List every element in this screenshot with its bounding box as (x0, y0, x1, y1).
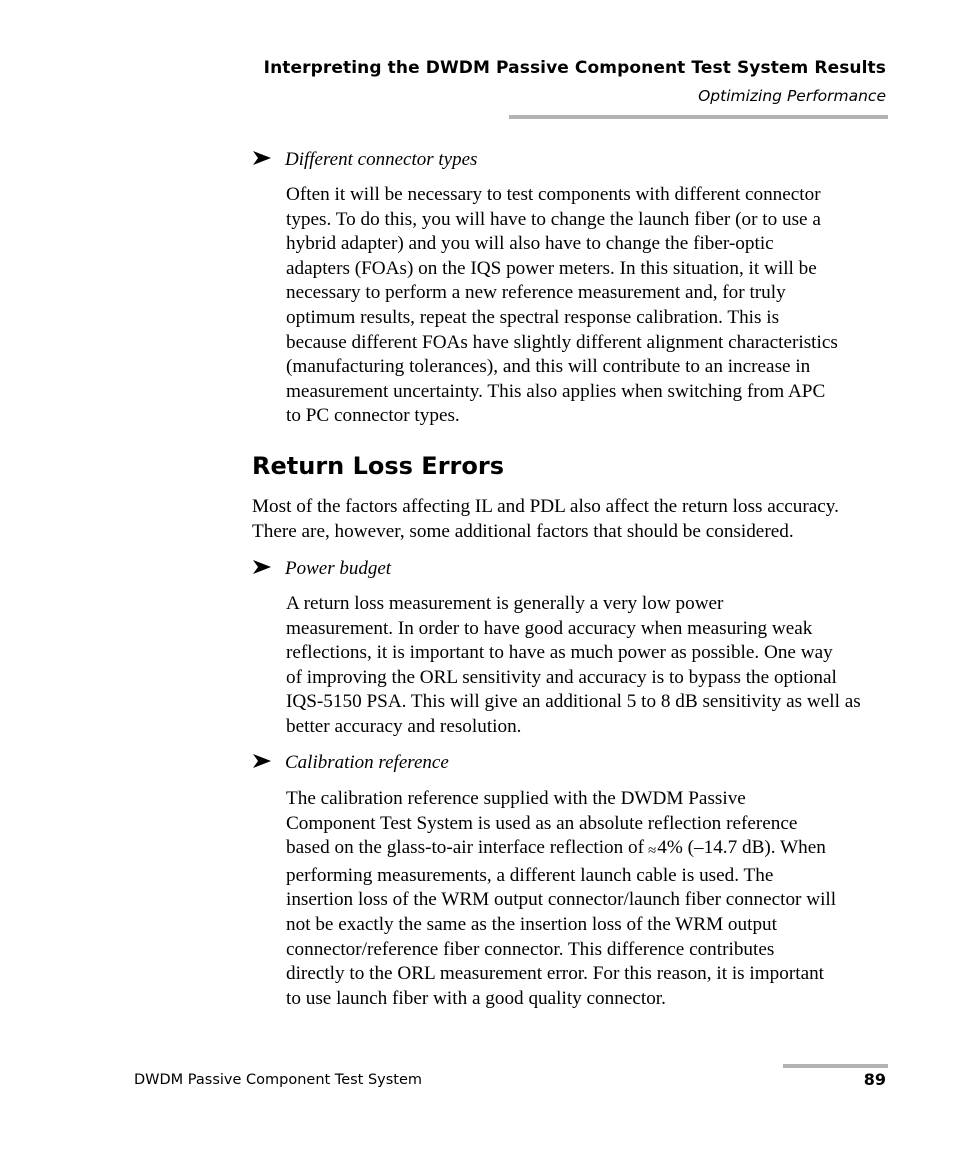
section-intro-paragraph (252, 495, 886, 544)
text-line (286, 836, 886, 864)
text-fragment: 4% (–14.7 dB). When (657, 837, 826, 859)
running-header-subtitle: Optimizing Performance (698, 87, 886, 105)
text-line: Most of the factors affecting IL and PDL also affect the return loss accuracy. (252, 496, 839, 517)
text-line: Often it will be necessary to test components with different connector (286, 184, 821, 205)
text-line: of improving the ORL sensitivity and accuracy is to bypass the optional (286, 666, 837, 688)
text-line: necessary to perform a new reference measurement and, for truly (286, 282, 786, 304)
text-line: measurement uncertainty. This also applies when switching from APC (286, 380, 826, 402)
text-fragment: based on the glass-to-air interface reflection of (286, 837, 645, 859)
text-line: directly to the ORL measurement error. For this reason, it is important (286, 963, 825, 985)
bullet-label: Different connector types (285, 149, 478, 170)
header-rule (509, 115, 888, 119)
text-line: better accuracy and resolution. (286, 715, 522, 737)
text-line: insertion loss of the WRM output connector/launch fiber connector will (286, 889, 837, 911)
text-line: A return loss measurement is generally a very low power (286, 593, 724, 614)
text-line: performing measurements, a different launch cable is used. The (286, 864, 774, 886)
text-line: because different FOAs have slightly different alignment characteristics (286, 331, 838, 353)
bullet-arrow-icon (252, 559, 272, 575)
section-heading: Return Loss Errors (252, 452, 504, 480)
text-line: reflections, it is important to have as much power as possible. One way (286, 642, 833, 664)
text-line: Component Test System is used as an absolute reflection reference (286, 812, 798, 834)
text-line: not be exactly the same as the insertion loss of the WRM output (286, 913, 777, 935)
text-line: IQS-5150 PSA. This will give an additional 5 to 8 dB sensitivity as well as (286, 691, 861, 713)
footer-doc-title: DWDM Passive Component Test System (134, 1072, 423, 1088)
text-line: to PC connector types. (286, 405, 460, 427)
bullet-label: Calibration reference (285, 752, 449, 773)
connector-paragraph (286, 183, 886, 429)
text-line: There are, however, some additional factors that should be considered. (252, 520, 794, 542)
text-line: hybrid adapter) and you will also have to change the fiber-optic (286, 233, 774, 255)
bullet-arrow-icon (252, 753, 272, 769)
text-line: connector/reference fiber connector. This difference contributes (286, 938, 775, 960)
text-line: adapters (FOAs) on the IQS power meters. In this situation, it will be (286, 257, 817, 279)
running-header-title: Interpreting the DWDM Passive Component Test System Results (263, 58, 886, 78)
text-line: types. To do this, you will have to change the launch fiber (or to use a (286, 208, 821, 230)
approx-symbol: ≈ (648, 843, 657, 860)
text-line: optimum results, repeat the spectral response calibration. This is (286, 306, 780, 328)
page-number: 89 (863, 1070, 886, 1089)
text-line: to use launch fiber with a good quality connector. (286, 987, 666, 1009)
power-paragraph (286, 592, 886, 740)
bullet-arrow-icon (252, 150, 272, 166)
text-line: (manufacturing tolerances), and this will contribute to an increase in (286, 356, 811, 378)
text-line: The calibration reference supplied with the DWDM Passive (286, 788, 746, 809)
bullet-label: Power budget (285, 558, 392, 579)
calibration-paragraph (286, 787, 886, 1011)
text-line: measurement. In order to have good accuracy when measuring weak (286, 617, 813, 639)
footer-rule (783, 1064, 888, 1068)
